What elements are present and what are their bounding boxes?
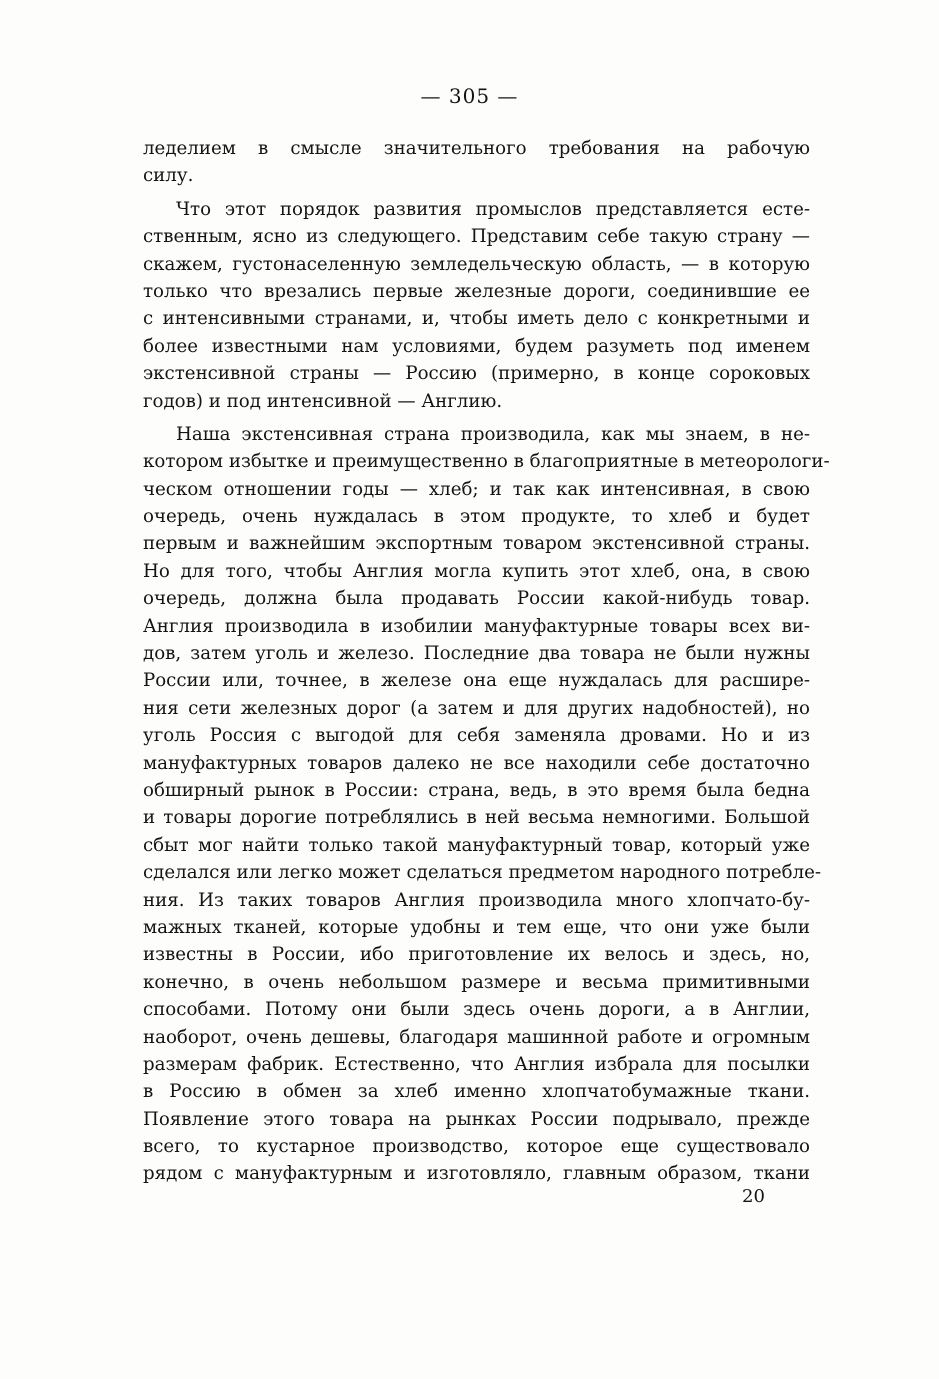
text-line: силу. bbox=[143, 165, 194, 187]
text-line: леделием в смысле значительного требования на рабочую bbox=[143, 138, 810, 159]
text-line: Англия производила в изобилии мануфактурные товары всех ви- bbox=[143, 615, 810, 637]
text-line: скажем, густонаселенную земледельческую область, — в которую bbox=[143, 253, 810, 275]
page-number: — 305 — bbox=[420, 84, 519, 108]
text-line: рядом с мануфактурным и изготовляло, главным образом, ткани bbox=[143, 1163, 810, 1185]
text-line: более известными нам условиями, будем разуметь под именем bbox=[143, 335, 810, 357]
text-line: с интенсивными странами, и, чтобы иметь дело с конкретными и bbox=[143, 308, 810, 330]
text-line: конечно, в очень небольшом размере и весьма примитивными bbox=[143, 971, 810, 993]
text-line: Что этот порядок развития промыслов представляется есте- bbox=[176, 198, 810, 220]
text-line: экстенсивной страны — Россию (примерно, в конце сороковых bbox=[143, 363, 810, 385]
body-text bbox=[143, 135, 830, 1188]
text-line: мануфактурных товаров далеко не все находили себе достаточно bbox=[143, 752, 810, 774]
text-line: только что врезались первые железные дороги, соединившие ее bbox=[143, 280, 810, 302]
text-line: очередь, очень нуждалась в этом продукте, то хлеб и будет bbox=[143, 506, 810, 528]
text-line: всего, то кустарное производство, которое еще существовало bbox=[143, 1136, 810, 1158]
text-line: сбыт мог найти только такой мануфактурный товар, который уже bbox=[143, 834, 810, 856]
text-line: первым и важнейшим экспортным товаром экстенсивной страны. bbox=[143, 533, 810, 555]
text-line: в Россию в обмен за хлеб именно хлопчатобумажные ткани. bbox=[143, 1081, 810, 1103]
text-line: размерам фабрик. Естественно, что Англия избрала для посылки bbox=[143, 1053, 810, 1075]
text-line: котором избытке и преимущественно в благоприятные в метеорологи- bbox=[143, 451, 830, 473]
text-line: Появление этого товара на рынках России подрывало, прежде bbox=[143, 1108, 810, 1130]
text-line: мажных тканей, которые удобны и тем еще, что они уже были bbox=[143, 916, 810, 938]
text-line: Но для того, чтобы Англия могла купить этот хлеб, она, в свою bbox=[143, 560, 810, 582]
text-line: и товары дорогие потреблялись в ней весьма немногими. Большой bbox=[143, 807, 810, 829]
text-line: России или, точнее, в железе она еще нуждалась для расшире- bbox=[143, 670, 810, 692]
text-line: годов) и под интенсивной — Англию. bbox=[143, 390, 503, 412]
text-line: наоборот, очень дешевы, благодаря машинной работе и огромным bbox=[143, 1026, 810, 1048]
text-line: сделался или легко может сделаться предметом народного потребле- bbox=[143, 862, 822, 884]
text-line: ния. Из таких товаров Англия производила много хлопчато-бу- bbox=[143, 889, 810, 911]
text-line: Наша экстенсивная страна производила, как мы знаем, в не- bbox=[176, 423, 810, 445]
text-line: очередь, должна была продавать России какой-нибудь товар. bbox=[143, 588, 810, 610]
text-line: ственным, ясно из следующего. Представим себе такую страну — bbox=[143, 226, 810, 248]
text-line: уголь Россия с выгодой для себя заменяла дровами. Но и из bbox=[143, 725, 810, 747]
signature-mark: 20 bbox=[742, 1186, 765, 1207]
text-line: обширный рынок в России: страна, ведь, в это время была бедна bbox=[143, 779, 810, 801]
text-line: известны в России, ибо приготовление их велось и здесь, но, bbox=[143, 944, 810, 966]
text-line: дов, затем уголь и железо. Последние два товара не были нужны bbox=[143, 643, 810, 665]
text-line: ческом отношении годы — хлеб; и так как интенсивная, в свою bbox=[143, 478, 810, 500]
text-line: способами. Потому они были здесь очень дороги, а в Англии, bbox=[143, 999, 810, 1021]
text-line: ния сети железных дорог (а затем и для других надобностей), но bbox=[143, 697, 810, 719]
